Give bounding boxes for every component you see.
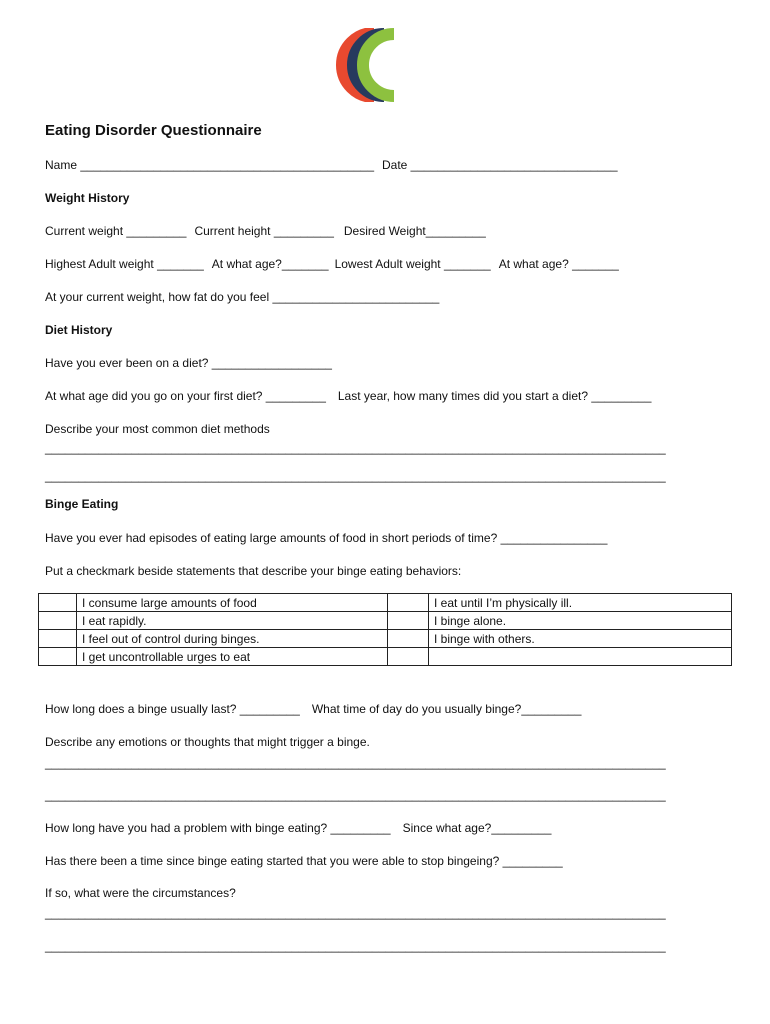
binge-duration-field[interactable]: How long does a binge usually last? _________	[45, 702, 300, 716]
binge-behaviors-table	[38, 593, 732, 666]
table-row	[39, 612, 732, 630]
highest-lowest-row	[45, 257, 619, 271]
statement-cell	[429, 648, 732, 666]
circumstances-line-2[interactable]: _____________________________________________________________________________________________	[45, 939, 666, 953]
since-age-field[interactable]: Since what age?_________	[402, 821, 552, 835]
checkbox-cell[interactable]	[388, 630, 429, 648]
binge-eating-heading: Binge Eating	[45, 497, 119, 511]
current-height-field[interactable]: Current height _________	[194, 224, 334, 238]
statement-cell: I feel out of control during binges.	[77, 630, 388, 648]
emotions-line-1[interactable]: _____________________________________________________________________________________________	[45, 756, 666, 770]
current-measurements-row	[45, 224, 486, 238]
ever-diet-field[interactable]: Have you ever been on a diet? __________________	[45, 356, 332, 370]
weight-history-heading: Weight History	[45, 191, 130, 205]
statement-cell: I binge alone.	[429, 612, 732, 630]
statement-cell: I consume large amounts of food	[77, 594, 388, 612]
statement-cell: I binge with others.	[429, 630, 732, 648]
statement-cell: I eat rapidly.	[77, 612, 388, 630]
desired-weight-field[interactable]: Desired Weight_________	[343, 224, 486, 238]
lowest-adult-weight-field[interactable]: Lowest Adult weight _______	[334, 257, 491, 271]
circumstances-line-1[interactable]: _____________________________________________________________________________________________	[45, 906, 666, 920]
diet-methods-line-1[interactable]: _____________________________________________________________________________________________	[45, 441, 666, 455]
checkbox-cell[interactable]	[39, 630, 77, 648]
checkbox-cell[interactable]	[39, 612, 77, 630]
name-row	[45, 158, 618, 172]
lowest-age-field[interactable]: At what age? _______	[498, 257, 619, 271]
name-field[interactable]: Name ____________________________________________	[45, 158, 374, 172]
stop-bingeing-field[interactable]: Has there been a time since binge eating started that you were able to stop bingeing? _________	[45, 854, 563, 868]
emotions-line-2[interactable]: _____________________________________________________________________________________________	[45, 788, 666, 802]
logo-icon	[322, 28, 412, 102]
first-diet-row	[45, 389, 651, 403]
form-title: Eating Disorder Questionnaire	[45, 122, 262, 139]
highest-adult-weight-field[interactable]: Highest Adult weight _______	[45, 257, 204, 271]
table-row	[39, 630, 732, 648]
diet-methods-line-2[interactable]: _____________________________________________________________________________________________	[45, 469, 666, 483]
highest-age-field[interactable]: At what age?_______	[211, 257, 329, 271]
statement-cell: I get uncontrollable urges to eat	[77, 648, 388, 666]
date-field[interactable]: Date _______________________________	[382, 158, 618, 172]
times-last-year-field[interactable]: Last year, how many times did you start a diet? _________	[337, 389, 652, 403]
feel-fat-field[interactable]: At your current weight, how fat do you feel _________________________	[45, 290, 440, 304]
checkmark-instruction: Put a checkmark beside statements that describe your binge eating behaviors:	[45, 564, 462, 578]
problem-duration-field[interactable]: How long have you had a problem with binge eating? _________	[45, 821, 391, 835]
binge-time-field[interactable]: What time of day do you usually binge?_________	[311, 702, 582, 716]
checkbox-cell[interactable]	[39, 648, 77, 666]
checkbox-cell[interactable]	[39, 594, 77, 612]
circumstances-label: If so, what were the circumstances?	[45, 886, 236, 900]
binge-episodes-field[interactable]: Have you ever had episodes of eating large amounts of food in short periods of time? ________________	[45, 531, 608, 545]
first-diet-age-field[interactable]: At what age did you go on your first diet? _________	[45, 389, 326, 403]
checkbox-cell[interactable]	[388, 612, 429, 630]
current-weight-field[interactable]: Current weight _________	[45, 224, 187, 238]
checkbox-cell[interactable]	[388, 648, 429, 666]
binge-duration-row	[45, 702, 581, 716]
emotions-label: Describe any emotions or thoughts that might trigger a binge.	[45, 735, 370, 749]
table-row	[39, 594, 732, 612]
problem-duration-row	[45, 821, 551, 835]
diet-methods-label: Describe your most common diet methods	[45, 422, 270, 436]
diet-history-heading: Diet History	[45, 323, 113, 337]
table-row	[39, 648, 732, 666]
statement-cell: I eat until I’m physically ill.	[429, 594, 732, 612]
checkbox-cell[interactable]	[388, 594, 429, 612]
